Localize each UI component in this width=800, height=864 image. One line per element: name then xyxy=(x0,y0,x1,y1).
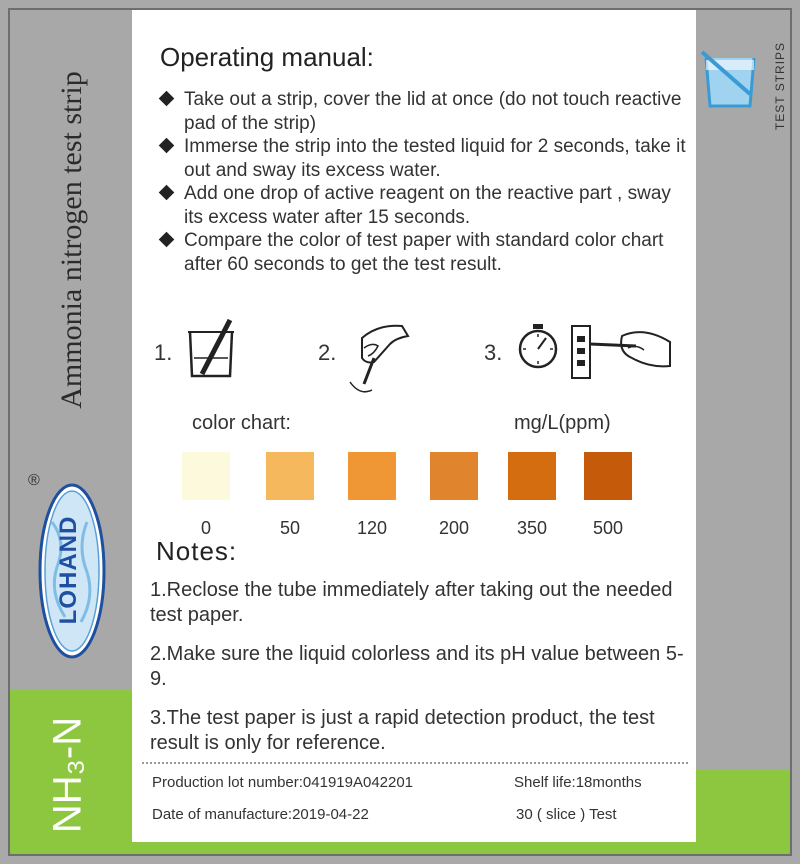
product-vertical-title: Ammonia nitrogen test strip xyxy=(55,71,88,409)
color-value-label: 50 xyxy=(279,518,301,538)
diamond-bullet-icon xyxy=(159,138,175,154)
color-value-label: 200 xyxy=(438,518,470,538)
shelf-life: Shelf life:18months xyxy=(514,774,642,791)
note-item: 1.Reclose the tube immediately after taking out the needed test paper. xyxy=(150,579,673,626)
manual-title: Operating manual: xyxy=(160,42,374,72)
color-swatch xyxy=(430,452,478,500)
notes-title: Notes: xyxy=(156,536,238,566)
brand-name: LOHAND xyxy=(55,515,82,625)
registered-mark: ® xyxy=(28,472,40,489)
procedure-step-3-label: 3. xyxy=(484,340,503,365)
manual-step: Compare the color of test paper with standard color chart after 60 seconds to get the test result. xyxy=(160,229,690,276)
hand-shaking-strip-icon xyxy=(344,318,412,398)
color-chart-label: color chart: xyxy=(192,412,291,434)
color-swatch xyxy=(508,452,556,500)
diamond-bullet-icon xyxy=(159,185,175,201)
manual-step: Add one drop of active reagent on the reactive part , sway its excess water after 15 seconds. xyxy=(160,182,690,229)
color-value-label: 350 xyxy=(516,518,548,538)
color-swatch xyxy=(584,452,632,500)
color-swatch xyxy=(182,452,230,500)
tube-and-hand-icon xyxy=(566,322,676,382)
color-chart-unit: mg/L(ppm) xyxy=(514,412,611,434)
production-lot: Production lot number:041919A042201 xyxy=(152,774,414,791)
chemical-formula: NH₃-N xyxy=(45,716,90,834)
beaker-strip-icon xyxy=(700,48,760,110)
test-strips-label: TEST STRIPS xyxy=(773,41,787,131)
manual-step: Immerse the strip into the tested liquid for 2 seconds, take it out and sway its excess water. xyxy=(160,135,690,182)
color-value-label: 0 xyxy=(200,518,211,538)
note-item: 2.Make sure the liquid colorless and its pH value between 5-9. xyxy=(150,643,684,690)
color-value-label: 500 xyxy=(592,518,624,538)
notes-list xyxy=(150,578,690,770)
test-count: 30 ( slice ) Test xyxy=(516,806,617,823)
manufacture-date: Date of manufacture:2019-04-22 xyxy=(152,806,369,823)
manual-steps xyxy=(160,88,690,276)
footer-separator xyxy=(142,762,688,764)
color-swatch xyxy=(266,452,314,500)
stopwatch-icon xyxy=(516,322,560,370)
color-swatch xyxy=(348,452,396,500)
manual-step: Take out a strip, cover the lid at once (do not touch reactive pad of the strip) xyxy=(160,88,690,135)
beaker-icon xyxy=(184,318,240,380)
diamond-bullet-icon xyxy=(159,232,175,248)
note-item: 3.The test paper is just a rapid detection product, the test result is only for reference. xyxy=(150,707,655,754)
diamond-bullet-icon xyxy=(159,91,175,107)
procedure-step-1-label: 1. xyxy=(154,340,173,365)
color-value-label: 120 xyxy=(356,518,388,538)
procedure-step-2-label: 2. xyxy=(318,340,337,365)
